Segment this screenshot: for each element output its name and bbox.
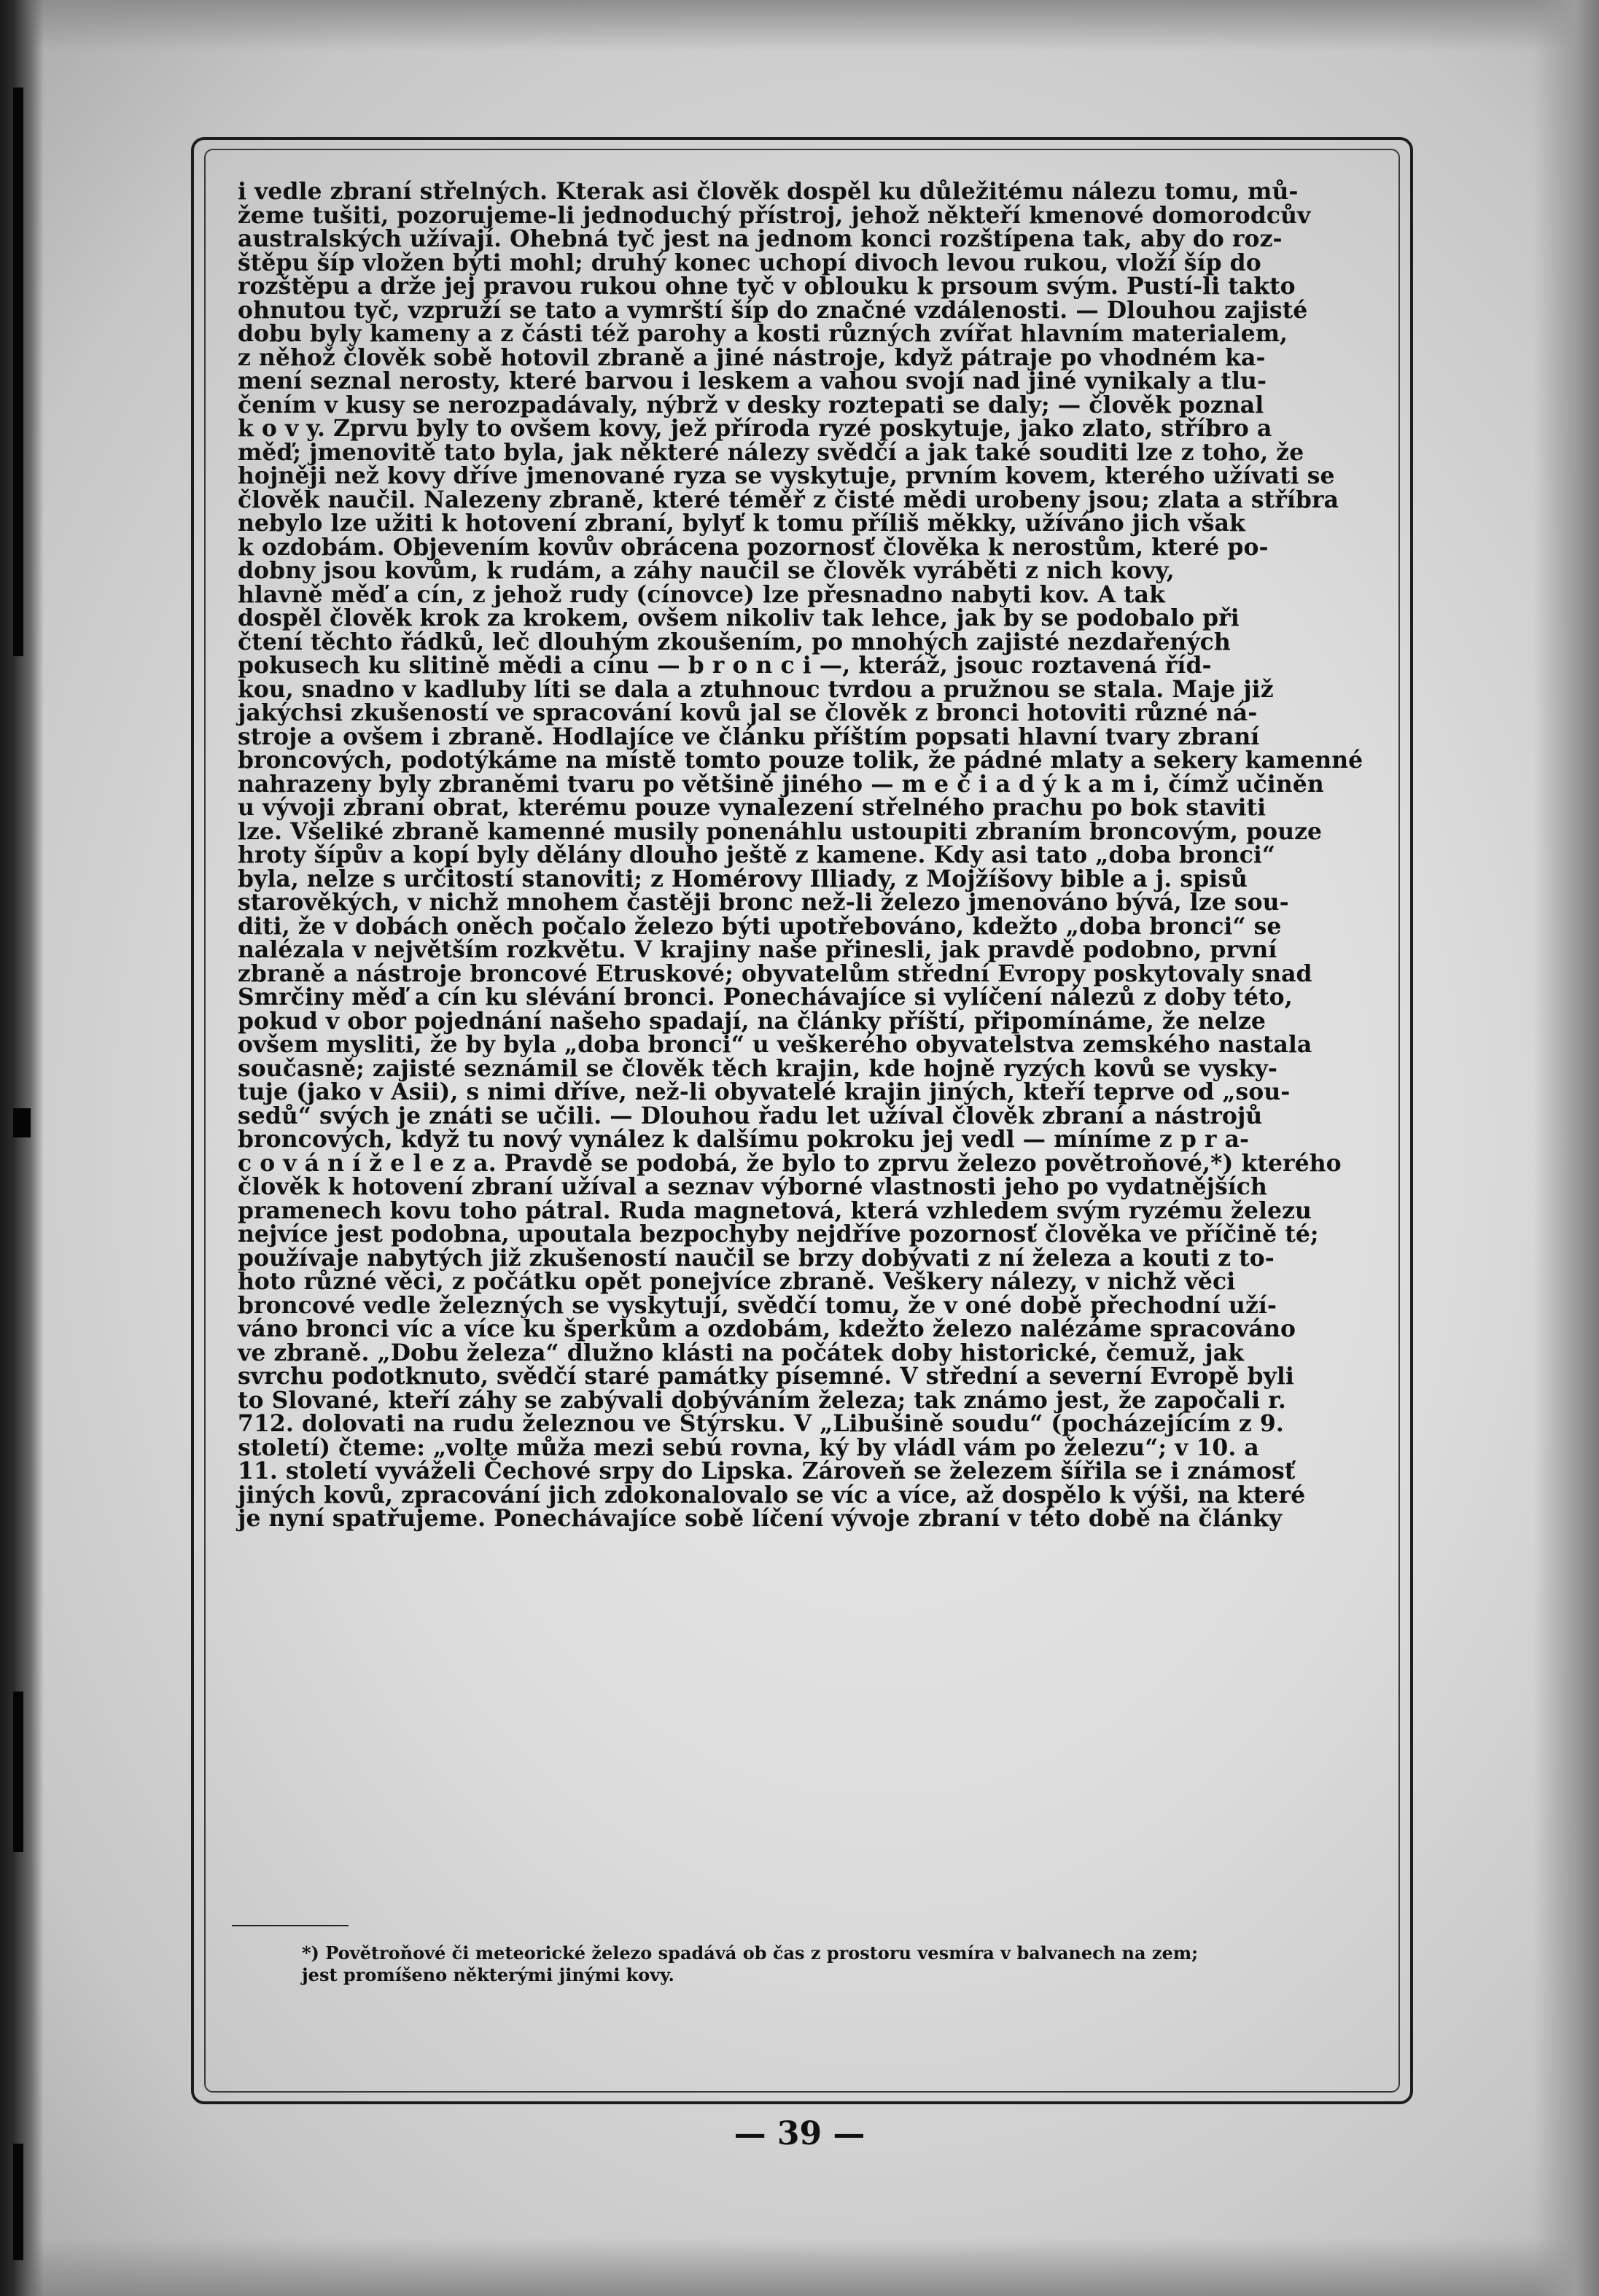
text-line: broncových, když tu nový vynález k dalšímu pokroku jej vedl — míníme z p r a- <box>238 1126 1250 1153</box>
text-line: hroty šípův a kopí byly dělány dlouho ještě z kamene. Kdy asi tato „doba bronci“ <box>238 842 1276 868</box>
page-border-frame <box>191 137 1413 2104</box>
text-line: australských užívají. Ohebná tyč jest na jednom konci rozštípena tak, aby do roz- <box>238 226 1283 252</box>
body-text <box>238 180 1368 1531</box>
scan-shadow-bottom <box>0 2238 1599 2296</box>
scan-shadow-right <box>1533 0 1599 2296</box>
binding-mark <box>13 1692 23 1852</box>
text-line: váno bronci víc a více ku šperkům a ozdobám, kdežto železo nalézáme spracováno <box>238 1316 1296 1342</box>
text-line: stroje a ovšem i zbraně. Hodlajíce ve článku příštím popsati hlavní tvary zbraní <box>238 723 1260 750</box>
text-line: ve zbraně. „Dobu železa“ dlužno klásti na počátek doby historické, čemuž, jak <box>238 1339 1244 1366</box>
text-line: žeme tušiti, pozorujeme-li jednoduchý přístroj, jehož někteří kmenové domorodcův <box>238 202 1311 229</box>
text-line: jakýchsi zkušeností ve spracování kovů jal se člověk z bronci hotoviti různé ná- <box>238 700 1258 726</box>
text-line: pramenech kovu toho pátral. Ruda magnetová, která vzhledem svým ryzému železu <box>238 1197 1312 1224</box>
text-line: dobu byly kameny a z části též parohy a kosti různých zvířat hlavním materialem, <box>238 321 1288 347</box>
text-line: hojněji než kovy dříve jmenované ryza se vyskytuje, prvním kovem, kterého užívati se <box>238 463 1335 489</box>
text-line: byla, nelze s určitostí stanoviti; z Homérovy Illiady, z Mojžíšovy bible a j. spisů <box>238 865 1248 892</box>
text-line: nejvíce jest podobna, upoutala bezpochyby nejdříve pozornosť člověka ve příčině té; <box>238 1221 1319 1248</box>
text-line: štěpu šíp vložen býti mohl; druhý konec uchopí divoch levou rukou, vloží šíp do <box>238 249 1261 276</box>
text-line: zbraně a nástroje broncové Etruskové; obyvatelům střední Evropy poskytovaly snad <box>238 960 1312 987</box>
text-line: 712. dolovati na rudu železnou ve Štýrsku. V „Libušině soudu“ (pocházejícím z 9. <box>238 1411 1284 1437</box>
text-line: Smrčiny měď a cín ku slévání bronci. Ponechávajíce si vylíčení nálezů z doby této, <box>238 984 1293 1011</box>
text-line: u vývoji zbraní obrat, kterému pouze vynalezení střelného prachu po bok staviti <box>238 795 1267 821</box>
text-line: broncové vedle železných se vyskytují, svědčí tomu, že v oné době přechodní uží- <box>238 1292 1277 1319</box>
text-line: svrchu podotknuto, svědčí staré památky písemné. V střední a severní Evropě byli <box>238 1363 1294 1390</box>
text-line: to Slované, kteří záhy se zabývali dobýváním železa; tak známo jest, že započali r. <box>238 1387 1286 1414</box>
text-line: současně; zajisté seznámil se člověk těch krajin, kde hojně ryzých kovů se vysky- <box>238 1055 1278 1082</box>
text-line: hlavně měď a cín, z jehož rudy (cínovce) lze přesnadno nabyti kov. A tak <box>238 581 1165 608</box>
text-line: měď; jmenovitě tato byla, jak některé nálezy svědčí a jak také souditi lze z toho, že <box>238 439 1304 466</box>
text-line: broncových, podotýkáme na místě tomto pouze tolik, že pádné mlaty a sekery kamenné <box>238 747 1363 774</box>
binding-mark <box>13 1108 31 1137</box>
binding-mark <box>13 2144 23 2260</box>
text-line: je nyní spatřujeme. Ponechávajíce sobě líčení vývoje zbraní v této době na články <box>238 1506 1283 1532</box>
text-line: z něhož člověk sobě hotovil zbraně a jiné nástroje, když pátraje po vhodném ka- <box>238 344 1266 371</box>
text-line: používaje nabytých již zkušeností naučil se brzy dobývati z ní železa a kouti z to- <box>238 1245 1275 1272</box>
text-line: čením v kusy se nerozpadávaly, nýbrž v desky roztepati se daly; — člověk poznal <box>238 392 1264 419</box>
footnote-line: jest promíšeno některými jinými kovy. <box>302 1964 674 1985</box>
text-line: člověk naučil. Nalezeny zbraně, které téměř z čisté mědi urobeny jsou; zlata a stříbra <box>238 486 1339 513</box>
book-binding-edge <box>0 0 44 2296</box>
text-line: sedů“ svých je znáti se učili. — Dlouhou řadu let užíval člověk zbraní a nástrojů <box>238 1102 1263 1129</box>
footnote-line: *) Povětroňové či meteorické železo spadává ob čas z prostoru vesmíra v balvanech na zem; <box>302 1942 1199 1964</box>
text-line: ohnutou tyč, vzpruží se tato a vymrští šíp do značné vzdálenosti. — Dlouhou zajisté <box>238 297 1308 324</box>
page-number: — 39 — <box>734 2115 865 2152</box>
text-line: čtení těchto řádků, leč dlouhým zkoušením, po mnohých zajisté nezdařených <box>238 629 1231 655</box>
text-line: jiných kovů, zpracování jich zdokonalovalo se víc a více, až dospělo k výši, na které <box>238 1482 1306 1509</box>
text-line: člověk k hotovení zbraní užíval a seznav výborné vlastnosti jeho po vydatnějších <box>238 1174 1267 1200</box>
text-line: ovšem mysliti, že by byla „doba bronci“ u veškerého obyvatelstva zemského nastala <box>238 1032 1312 1058</box>
footnote <box>302 1942 1374 1986</box>
text-line: pokud v obor pojednání našeho spadají, na články příští, připomínáme, že nelze <box>238 1008 1266 1035</box>
text-line: pokusech ku slitině mědi a cínu — b r o n c i —, kteráž, jsouc roztavená říd- <box>238 653 1212 679</box>
text-line: dobny jsou kovům, k rudám, a záhy naučil se člověk vyráběti z nich kovy, <box>238 558 1175 584</box>
text-line: k o v y. Zprvu byly to ovšem kovy, jež příroda ryzé poskytuje, jako zlato, stříbro a <box>238 416 1272 442</box>
text-line: 11. století vyváželi Čechové srpy do Lipska. Zároveň se železem šířila se i známosť <box>238 1458 1296 1484</box>
text-line: kou, snadno v kadluby líti se dala a ztuhnouc tvrdou a pružnou se stala. Maje již <box>238 676 1274 703</box>
text-line: století) čteme: „volte můža mezi sebú rovna, ký by vládl vám po železu“; v 10. a <box>238 1434 1259 1461</box>
binding-mark <box>13 87 23 656</box>
footnote-separator <box>232 1925 349 1926</box>
text-line: dospěl člověk krok za krokem, ovšem nikoliv tak lehce, jak by se podobalo při <box>238 605 1240 631</box>
text-line: nahrazeny byly zbraněmi tvaru po většině jiného — m e č i a d ý k a m i, čímž učiněn <box>238 771 1324 798</box>
text-line: starověkých, v nichž mnohem častěji bronc než-li železo jmenováno bývá, lze sou- <box>238 890 1289 916</box>
text-line: lze. Všeliké zbraně kamenné musily ponenáhlu ustoupiti zbraním broncovým, pouze <box>238 818 1323 845</box>
text-line: i vedle zbraní střelných. Kterak asi člověk dospěl ku důležitému nálezu tomu, mů- <box>238 179 1299 205</box>
scan-shadow-top <box>0 0 1599 51</box>
text-line: nebylo lze užiti k hotovení zbraní, bylyť k tomu příliš měkky, užíváno jich však <box>238 510 1245 537</box>
text-line: mení seznal nerosty, které barvou i leskem a vahou svojí nad jiné vynikaly a tlu- <box>238 368 1267 394</box>
text-line: tuje (jako v Asii), s nimi dříve, než-li obyvatelé krajin jiných, kteří teprve od „sou- <box>238 1079 1291 1105</box>
text-line: diti, že v dobách oněch počalo železo býti upotřebováno, kdežto „doba bronci“ se <box>238 913 1282 940</box>
text-line: hoto různé věci, z počátku opět ponejvíce zbraně. Veškery nálezy, v nichž věci <box>238 1269 1236 1295</box>
text-line: rozštěpu a drže jej pravou rukou ohne tyč v oblouku k prsoum svým. Pustí-li takto <box>238 273 1296 300</box>
text-line: c o v á n í ž e l e z a. Pravdě se podobá, že bylo to zprvu železo povětroňové,*) kterého <box>238 1150 1342 1177</box>
text-line: nalézala v největším rozkvětu. V krajiny naše přinesli, jak pravdě podobno, první <box>238 937 1277 963</box>
text-line: k ozdobám. Objevením kovův obrácena pozornosť člověka k nerostům, které po- <box>238 534 1269 561</box>
